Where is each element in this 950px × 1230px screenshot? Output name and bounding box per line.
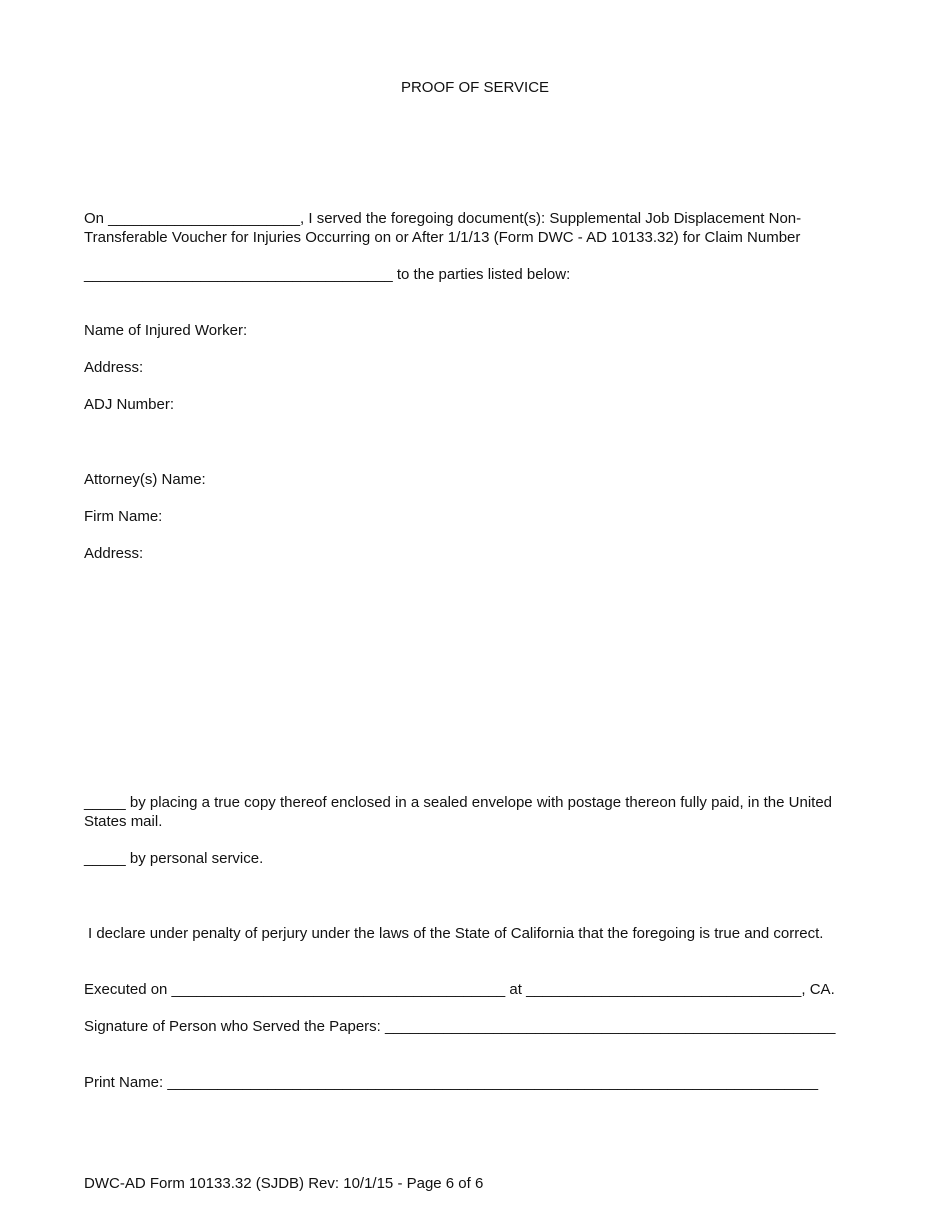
signature-line: Signature of Person who Served the Papers: ______________________________________________________ bbox=[84, 1018, 836, 1035]
print-name-line: Print Name: ______________________________________________________________________________ bbox=[84, 1074, 819, 1091]
adj-number-label: ADJ Number: bbox=[84, 396, 175, 413]
injured-worker-label: Name of Injured Worker: bbox=[84, 322, 248, 339]
attorney-address-label: Address: bbox=[84, 545, 144, 562]
worker-address-label: Address: bbox=[84, 359, 144, 376]
form-footer: DWC-AD Form 10133.32 (SJDB) Rev: 10/1/15 - Page 6 of 6 bbox=[84, 1175, 484, 1192]
attorney-name-label: Attorney(s) Name: bbox=[84, 471, 206, 488]
service-intro-line-1: On _______________________, I served the foregoing document(s): Supplemental Job Displacement Non- bbox=[84, 210, 802, 227]
firm-name-label: Firm Name: bbox=[84, 508, 163, 525]
service-intro-line-3: _____________________________________ to the parties listed below: bbox=[84, 266, 571, 283]
executed-on-line: Executed on ________________________________________ at _________________________________, CA. bbox=[84, 981, 835, 998]
mail-service-option-line-2: States mail. bbox=[84, 813, 163, 830]
personal-service-option: _____ by personal service. bbox=[84, 850, 264, 867]
service-intro-line-2: Transferable Voucher for Injuries Occurring on or After 1/1/13 (Form DWC - AD 10133.32) for Claim Number bbox=[84, 229, 801, 246]
mail-service-option-line-1: _____ by placing a true copy thereof enclosed in a sealed envelope with postage thereon fully paid, in the United bbox=[84, 794, 833, 811]
page-title: PROOF OF SERVICE bbox=[400, 79, 550, 96]
perjury-declaration: I declare under penalty of perjury under the laws of the State of California that the foregoing is true and correct. bbox=[88, 925, 824, 942]
